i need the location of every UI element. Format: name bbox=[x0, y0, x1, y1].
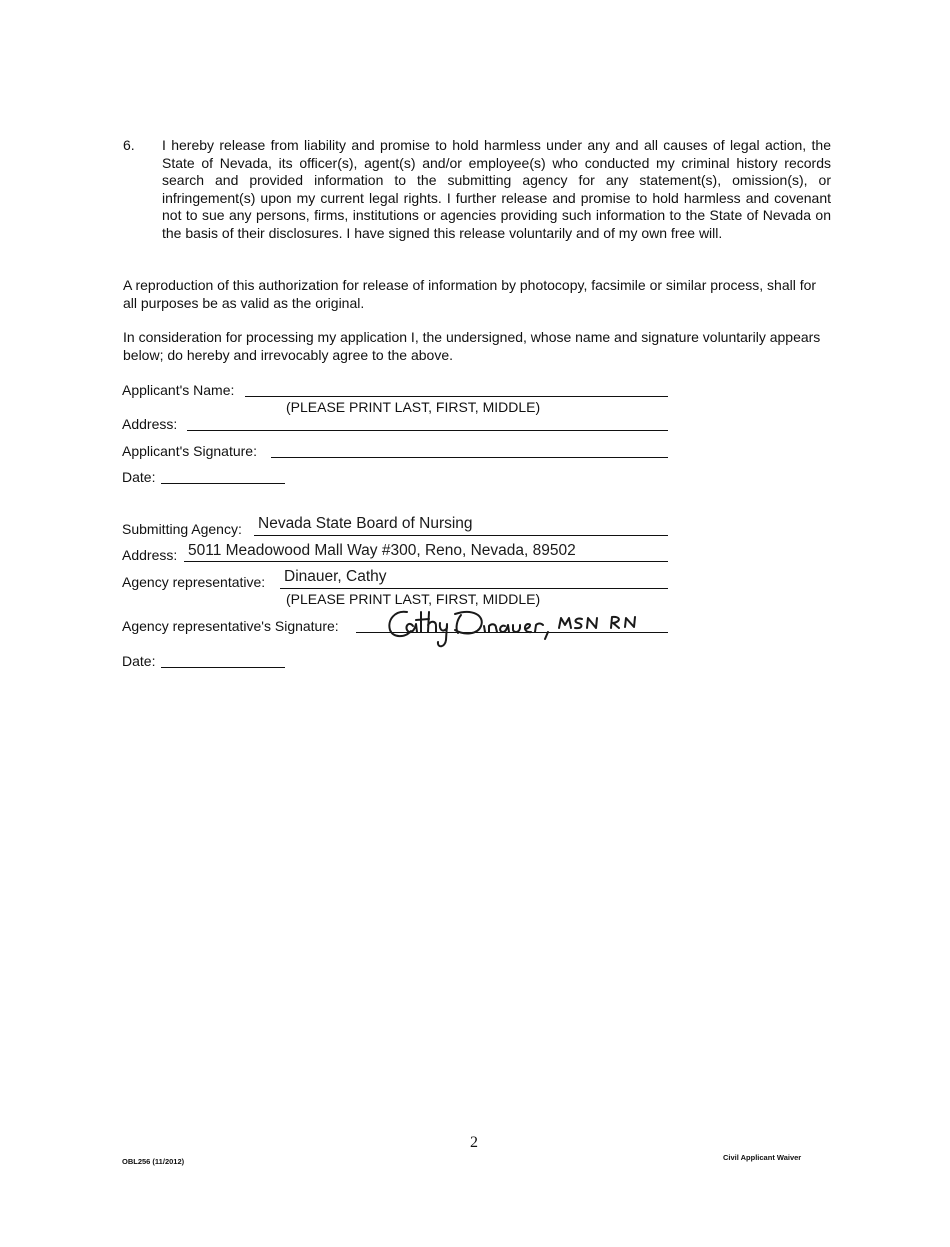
agency-date-line[interactable] bbox=[161, 667, 285, 668]
agency-address-line[interactable] bbox=[184, 561, 668, 562]
submitting-agency-value: Nevada State Board of Nursing bbox=[258, 515, 473, 532]
applicant-address-line[interactable] bbox=[187, 430, 668, 431]
agency-rep-signature-label: Agency representative's Signature: bbox=[122, 618, 339, 634]
submitting-agency-line[interactable] bbox=[254, 535, 668, 536]
form-title: Civil Applicant Waiver bbox=[723, 1153, 802, 1162]
consideration-paragraph: In consideration for processing my application I, the undersigned, whose name and signature voluntarily appears below; do hereby and irrevocably agree to the above. bbox=[123, 329, 821, 363]
agency-rep-line[interactable] bbox=[280, 588, 668, 589]
agency-rep-label: Agency representative: bbox=[122, 574, 266, 590]
applicant-address-label: Address: bbox=[122, 416, 178, 432]
applicant-name-label: Applicant's Name: bbox=[122, 382, 235, 398]
applicant-signature-line[interactable] bbox=[271, 457, 668, 458]
applicant-name-line[interactable] bbox=[245, 396, 668, 397]
applicant-signature-label: Applicant's Signature: bbox=[122, 443, 257, 459]
applicant-date-label: Date: bbox=[122, 469, 156, 485]
agency-rep-value: Dinauer, Cathy bbox=[284, 568, 387, 585]
handwritten-signature bbox=[385, 606, 645, 650]
form-code: OBL256 (11/2012) bbox=[122, 1157, 185, 1166]
applicant-date-line[interactable] bbox=[161, 483, 285, 484]
agency-address-value: 5011 Meadowood Mall Way #300, Reno, Nevada, 89502 bbox=[188, 542, 576, 559]
agency-address-label: Address: bbox=[122, 547, 178, 563]
page-number: 2 bbox=[470, 1134, 478, 1151]
applicant-print-hint: (PLEASE PRINT LAST, FIRST, MIDDLE) bbox=[286, 399, 541, 415]
agency-print-hint: (PLEASE PRINT LAST, FIRST, MIDDLE) bbox=[286, 591, 541, 607]
agency-date-label: Date: bbox=[122, 653, 156, 669]
submitting-agency-label: Submitting Agency: bbox=[122, 521, 242, 537]
item-number: 6. bbox=[123, 137, 135, 153]
reproduction-paragraph: A reproduction of this authorization for release of information by photocopy, facsimile or similar process, shall for all purposes be as valid as the original. bbox=[123, 277, 817, 311]
release-clause-text: I hereby release from liability and promise to hold harmless under any and all causes of legal action, the State of Nevada, its officer(s), agent(s) and/or employee(s) who conducted my criminal history records search and provided information to the submitting agency for any statement(s), omission(s), or infringement(s) upon my current legal rights. I further release and promise to hold harmless and covenant not to sue any persons, firms, institutions or agencies providing such information to the State of Nevada on the basis of their disclosures. I have signed this release voluntarily and of my own free will. bbox=[162, 137, 831, 241]
